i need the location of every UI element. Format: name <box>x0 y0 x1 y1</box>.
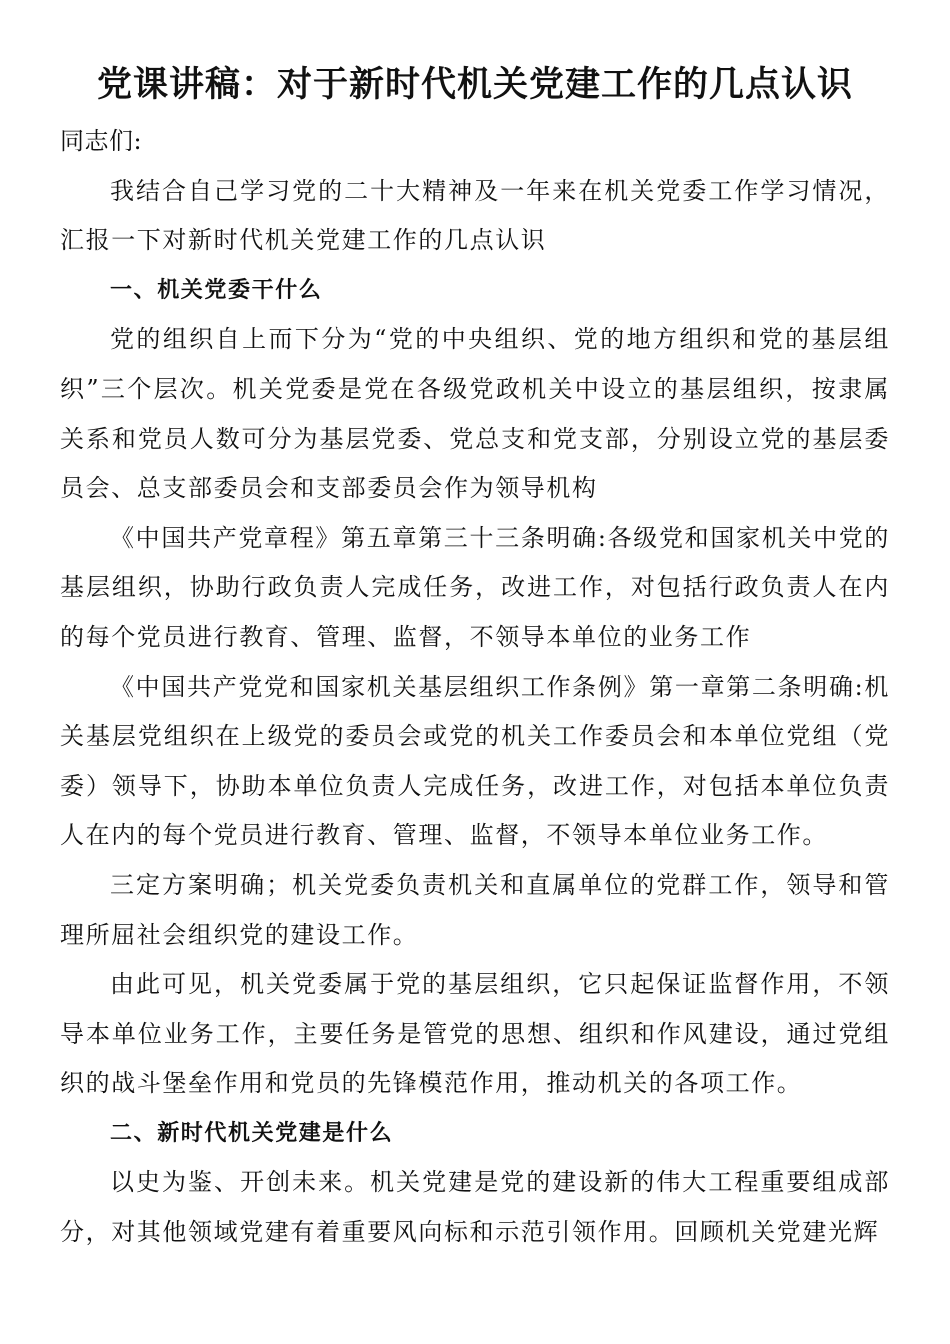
section-1-paragraph-4: 三定方案明确；机关党委负责机关和直属单位的党群工作，领导和管理所屈社会组织党的建设工作。 <box>60 870 890 949</box>
section-1-paragraph-3: 《中国共产党党和国家机关基层组织工作条例》第一章第二条明确:机关基层党组织在上级党的委员会或党的机关工作委员会和本单位党组（党委）领导下，协助本单位负责人完成任务，改进工作，对包括本单位负责人在内的每个党员进行教育、管理、监督，不领导本单位业务工作。 <box>60 672 890 850</box>
salutation: 同志们: <box>60 127 143 155</box>
section-2-heading: 二、新时代机关党建是什么 <box>110 1120 394 1146</box>
section-1-paragraph-5: 由此可见，机关党委属于党的基层组织，它只起保证监督作用，不领导本单位业务工作，主要任务是管党的思想、组织和作风建设，通过党组织的战斗堡垒作用和党员的先锋模范作用，推动机关的各项工作。 <box>60 970 890 1098</box>
intro-paragraph: 我结合自己学习党的二十大精神及一年来在机关党委工作学习情况，汇报一下对新时代机关党建工作的几点认识 <box>60 176 890 255</box>
section-1-paragraph-1: 党的组织自上而下分为“党的中央组织、党的地方组织和党的基层组织”三个层次。机关党委是党在各级党政机关中设立的基层组织，按隶属关系和党员人数可分为基层党委、党总支和党支部，分别设立党的基层委员会、总支部委员会和支部委员会作为领导机构 <box>60 325 890 503</box>
document-body <box>60 117 890 1258</box>
section-1-paragraph-2: 《中国共产党章程》第五章第三十三条明确:各级党和国家机关中党的基层组织，协助行政负责人完成任务，改进工作，对包括行政负责人在内的每个党员进行教育、管理、监督，不领导本单位的业务工作 <box>60 523 890 651</box>
section-1-heading: 一、机关党委干什么 <box>110 277 323 303</box>
document-title: 党课讲稿：对于新时代机关党建工作的几点认识 <box>96 65 853 105</box>
section-2-paragraph-1: 以史为鉴、开创未来。机关党建是党的建设新的伟大工程重要组成部分，对其他领域党建有着重要风向标和示范引领作用。回顾机关党建光辉 <box>60 1168 890 1247</box>
